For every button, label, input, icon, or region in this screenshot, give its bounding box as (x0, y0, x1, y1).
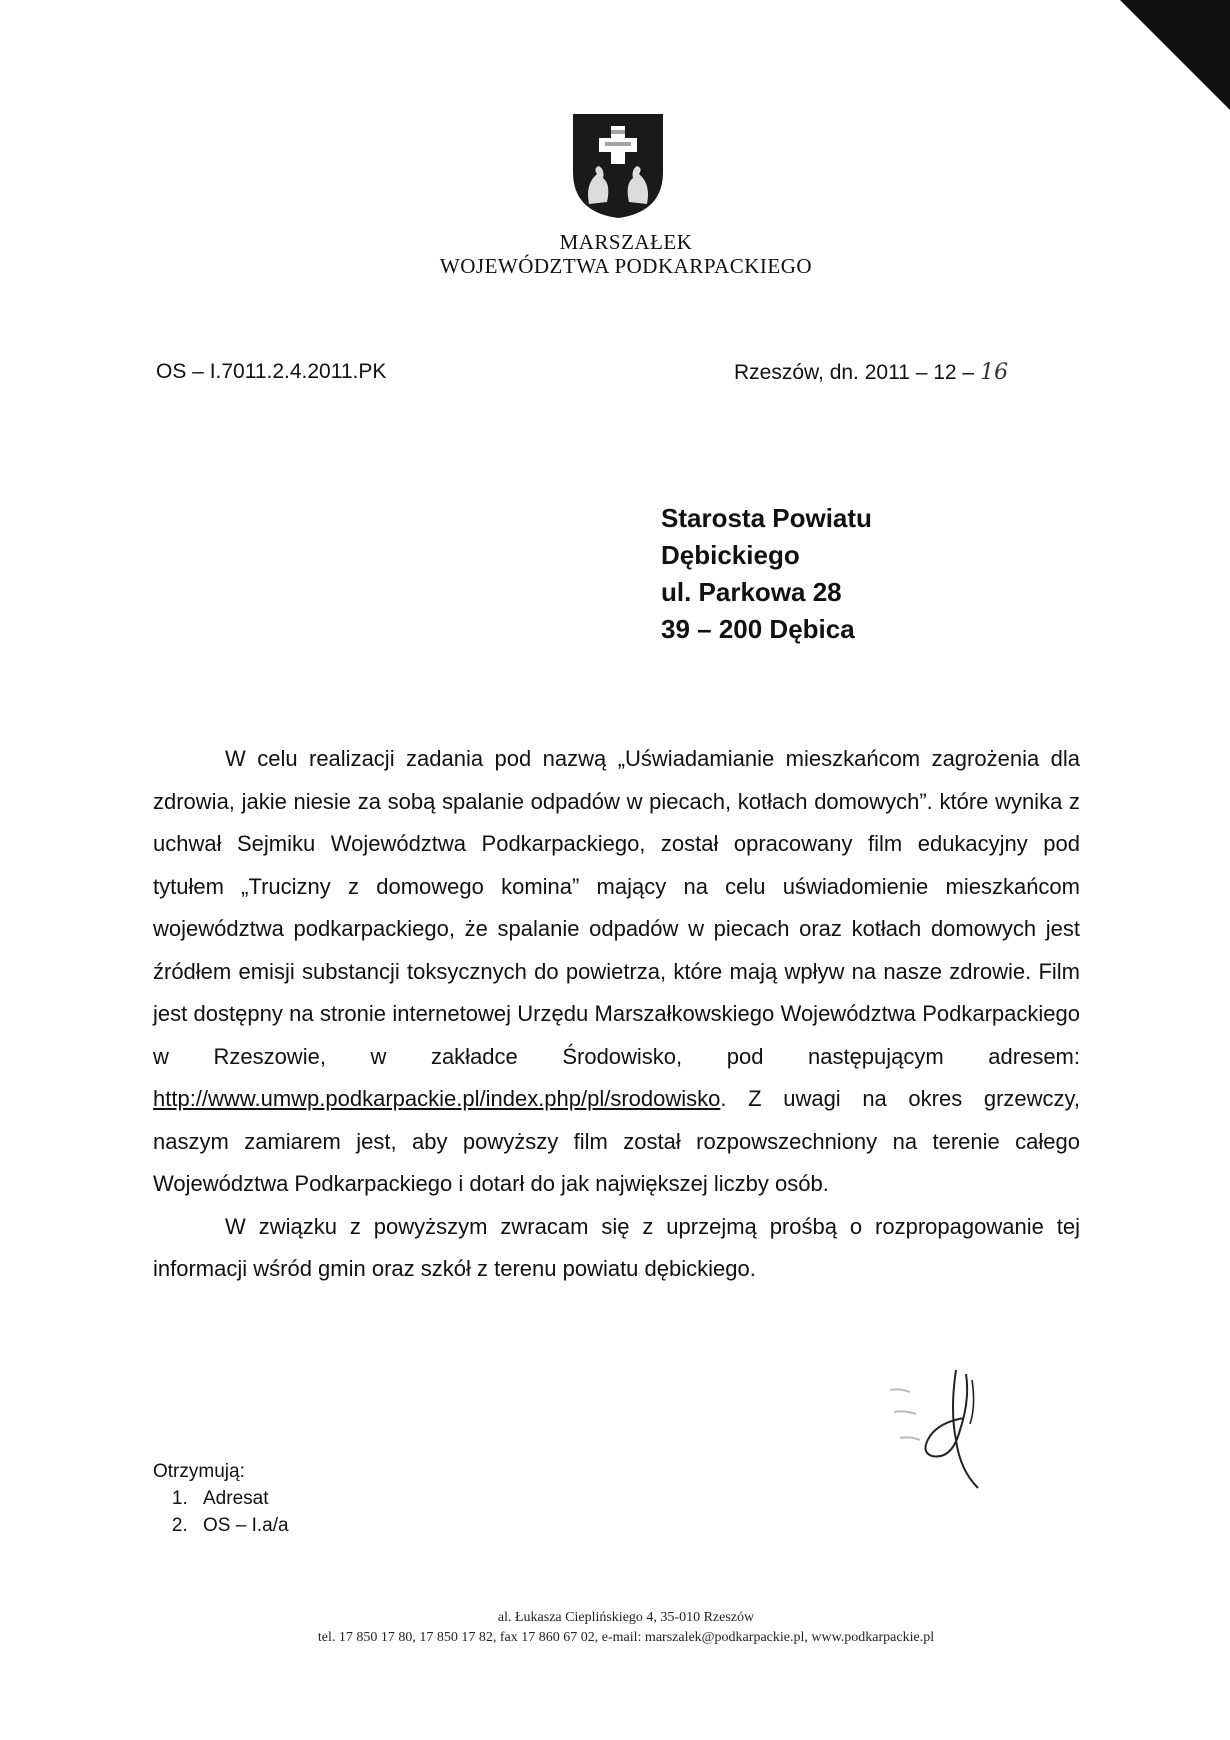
recipients-heading: Otrzymują: (153, 1461, 245, 1482)
body-text: . Z uwagi na okres grzewczy, naszym zamiarem jest, aby powyższy film został rozpowszechniony na terenie całego Województwa Podkarpackiego i dotarł do jak największej liczby osób. (153, 1086, 1080, 1196)
coat-of-arms-icon (571, 112, 665, 220)
recipient-line: 39 – 200 Dębica (661, 614, 855, 644)
recipients-list (153, 1485, 289, 1539)
recipients-section (153, 1458, 289, 1539)
body-paragraph-1 (153, 738, 1080, 1206)
recipient-line: Dębickiego (661, 540, 800, 570)
footer-contact: tel. 17 850 17 80, 17 850 17 82, fax 17 860 67 02, e-mail: marszalek@podkarpackie.pl, www.podkarpackie.pl (317, 1630, 935, 1645)
date-printed: Rzeszów, dn. 2011 – 12 – (734, 361, 975, 384)
letterhead-line-1: MARSZAŁEK (559, 230, 693, 254)
letter-body (153, 738, 1080, 1291)
scan-corner-shadow (1120, 0, 1230, 110)
recipient-line: Starosta Powiatu (661, 503, 872, 533)
date-handwritten-day: 16 (980, 360, 1009, 385)
body-text: W celu realizacji zadania pod nazwą „Uświadamianie mieszkańcom zagrożenia dla zdrowia, jakie niesie za sobą spalanie odpadów w piecach, kotłach domowych”. które wynika z uchwał Sejmiku Województwa Podkarpackiego, został opracowany film edukacyjny pod tytułem „Trucizny z domowego komina” mający na celu uświadomienie mieszkańcom województwa podkarpackiego, że spalanie odpadów w piecach oraz kotłach domowych jest źródłem emisji substancji toksycznych do powietrza, które mają wpływ na nasze zdrowie. Film jest dostępny na stronie internetowej Urzędu Marszałkowskiego Województwa Podkarpackiego w Rzeszowie, w zakładce Środowisko, pod następującym adresem: (153, 746, 1080, 1069)
recipient-address (661, 500, 872, 648)
body-paragraph-2: W związku z powyższym zwracam się z uprzejmą prośbą o rozpropagowanie tej informacji wśród gmin oraz szkół z terenu powiatu dębickiego. (153, 1213, 1080, 1281)
handwritten-signature (860, 1360, 1000, 1495)
website-link[interactable]: http://www.umwp.podkarpackie.pl/index.php/pl/srodowisko (153, 1086, 721, 1111)
recipient-line: ul. Parkowa 28 (661, 577, 842, 607)
letterhead-line-2: WOJEWÓDZTWA PODKARPACKIEGO (439, 254, 813, 278)
reference-number: OS – I.7011.2.4.2011.PK (156, 360, 387, 383)
date-line (734, 360, 1008, 385)
list-item: 2. OS – I.a/a (193, 1512, 289, 1539)
footer-address: al. Łukasza Cieplińskiego 4, 35-010 Rzeszów (497, 1610, 755, 1625)
list-item: 1. Adresat (193, 1485, 289, 1512)
